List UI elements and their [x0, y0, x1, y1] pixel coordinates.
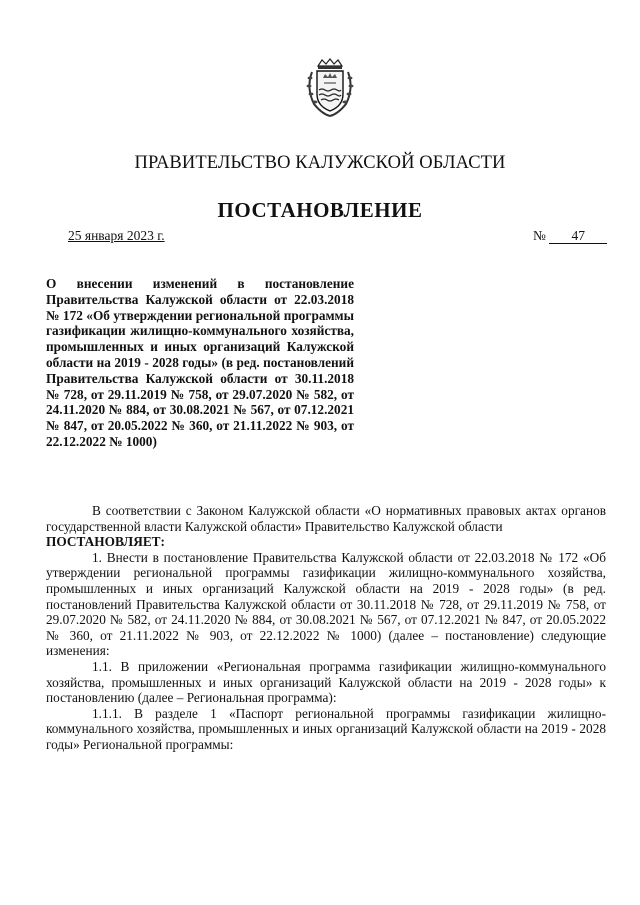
item-1-1-1-paragraph: 1.1.1. В разделе 1 «Паспорт региональной программы газификации жилищно-коммунального хозяйства, промышленных и иных организаций Калужской области на 2019 - 2028 годы» Региональной программы: — [46, 705, 606, 752]
document-body — [46, 503, 606, 753]
document-subject: О внесении изменений в постановление Правительства Калужской области от 22.03.2018 № 172 «Об утверждении региональной программы газификации жилищно-коммунального хозяйства, промышленных и иных организаций Калужской области на 2019 - 2028 годы» (в ред. постановлений Правительства Калужской области от 30.11.2018 № 728, от 29.11.2019 № 758, от 29.07.2020 № 582, от 24.11.2020 № 884, от 30.08.2021 № 567, от 07.12.2021 № 847, от 20.05.2022 № 360, от 21.11.2022 № 903, от 22.12.2022 № 1000) — [46, 276, 354, 449]
document-date: 25 января 2023 г. — [68, 228, 165, 243]
government-title: ПРАВИТЕЛЬСТВО КАЛУЖСКОЙ ОБЛАСТИ — [134, 153, 506, 173]
number-value: 47 — [549, 229, 607, 244]
document-type-heading: ПОСТАНОВЛЕНИЕ — [217, 198, 423, 222]
item-1-1-paragraph: 1.1. В приложении «Региональная программа газификации жилищно-коммунального хозяйства, промышленных и иных организаций Калужской области на 2019 - 2028 годы» к постановлению (далее – Региональная программа): — [46, 658, 606, 706]
preamble-text: В соответствии с Законом Калужской области «О нормативных правовых актах органов государственной власти Калужской области» Правительство Калужской области — [46, 503, 606, 534]
resolves-paragraph — [46, 534, 606, 550]
number-label: № — [533, 228, 546, 243]
document-number — [533, 228, 618, 244]
resolves-word: ПОСТАНОВЛЯЕТ: — [46, 534, 165, 550]
kaluga-coat-of-arms-icon — [304, 58, 356, 120]
preamble-paragraph — [46, 503, 606, 534]
item-1-paragraph: 1. Внести в постановление Правительства Калужской области от 22.03.2018 № 172 «Об утверждении региональной программы газификации жилищно-коммунального хозяйства, промышленных и иных организаций Калужской области на 2019 - 2028 годы» (в ред. постановлений Правительства Калужской области от 30.11.2018 № 728, от 29.11.2019 № 758, от 29.07.2020 № 582, от 24.11.2020 № 884, от 30.08.2021 № 567, от 07.12.2021 № 847, от 20.05.2022 № 360, от 21.11.2022 № 903, от 22.12.2022 № 1000) (далее – постановление) следующие изменения: — [46, 549, 606, 659]
